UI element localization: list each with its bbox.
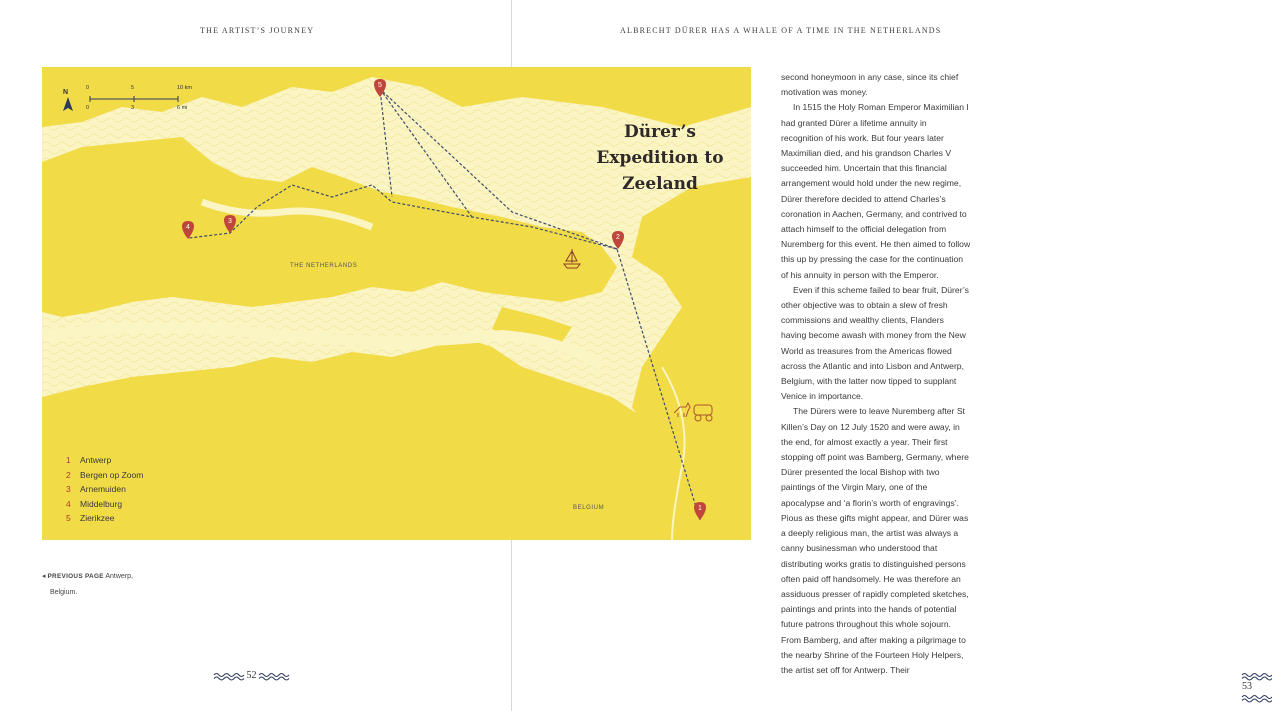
folio-left bbox=[214, 670, 289, 681]
legend-item: 2 Bergen op Zoom bbox=[66, 469, 144, 480]
scale-km-5: 5 bbox=[131, 85, 135, 91]
map-title-line-3: Zeeland bbox=[622, 174, 698, 194]
wave-ornament-icon bbox=[1242, 694, 1272, 702]
caption-lead: PREVIOUS PAGE bbox=[47, 573, 104, 580]
label-belgium: BELGIUM bbox=[573, 505, 605, 511]
scale-mi-0: 0 bbox=[86, 105, 90, 111]
legend-item: 4 Middelburg bbox=[66, 498, 123, 509]
legend-item: 3 Arnemuiden bbox=[66, 484, 126, 494]
wave-ornament-icon bbox=[214, 672, 244, 680]
wave-ornament-icon bbox=[259, 672, 289, 680]
svg-text:1: 1 bbox=[698, 505, 702, 512]
svg-text:5: 5 bbox=[378, 82, 382, 89]
map-title bbox=[590, 119, 730, 197]
wave-ornament-icon bbox=[1242, 672, 1272, 680]
body-paragraph: In 1515 the Holy Roman Emperor Maximilian I had granted Dürer a lifetime annuity in recognition of his work. But four years later Maximilian died, and his grandson Charles V succeeded him. Uncertain that this financial arrangement would hold under the new regime, Dürer therefore decided to attend Charles’s coronation in Aachen, Germany, and contrived to attach himself to the official delegation from Nuremberg for this event. He then aimed to follow this up by pressing the case for the continuation of his annuity in person with the Emperor. bbox=[781, 102, 971, 280]
north-label: N bbox=[63, 89, 69, 96]
caption-text-line1: Antwerp, bbox=[105, 573, 133, 580]
expedition-map bbox=[42, 67, 751, 540]
scale-mi-3: 3 bbox=[131, 105, 135, 111]
folio-right bbox=[1242, 670, 1272, 703]
page-number-right: 53 bbox=[1242, 681, 1252, 692]
svg-text:4: 4 bbox=[186, 224, 190, 231]
map-legend bbox=[66, 453, 143, 526]
body-text-column bbox=[781, 70, 971, 678]
page-number-left: 52 bbox=[246, 670, 257, 681]
svg-text:2: 2 bbox=[616, 234, 620, 241]
legend-item: 5 Zierikzee bbox=[66, 513, 115, 523]
map-title-line-1: Dürer’s bbox=[624, 122, 696, 142]
photo-caption bbox=[42, 569, 133, 601]
legend-item: 1 Antwerp bbox=[66, 455, 112, 465]
running-head-left: THE ARTIST’S JOURNEY bbox=[200, 26, 315, 35]
running-head-right: ALBRECHT DÜRER HAS A WHALE OF A TIME IN THE NETHERLANDS bbox=[620, 26, 942, 35]
scale-km-10: 10 km bbox=[177, 85, 192, 91]
body-paragraph: second honeymoon in any case, since its chief motivation was money. bbox=[781, 72, 959, 98]
body-paragraph: The Dürers were to leave Nuremberg after St Killen’s Day on 12 July 1520 and were away, in the end, for almost exactly a year. Their first stopping off point was Bamberg, Germany, where Dürer presented the local Bishop with two paintings of the Virgin Mary, one of the apocalypse and ‘a florin’s worth of engravings’. Pious as these gifts might appear, and Dürer was a deeply religious man, the artist was always a canny businessman who understood that distributing works gratis to distinguished persons often paid off handsomely. He was therefore an assiduous presser of rapidly completed sketches, paintings and prints into the hands of potential future patrons throughout this whole sojourn. From Bamberg, and after making a pilgrimage to the nearby Shrine of the Fourteen Holy Helpers, the artist set off for Antwerp. Their bbox=[781, 406, 969, 675]
svg-text:3: 3 bbox=[228, 218, 232, 225]
label-netherlands: THE NETHERLANDS bbox=[290, 263, 358, 269]
scale-km-0: 0 bbox=[86, 85, 90, 91]
caption-text-line2: Belgium. bbox=[50, 589, 78, 596]
map-title-line-2: Expedition to bbox=[596, 148, 724, 168]
caption-arrow-icon: ◂ bbox=[42, 573, 46, 580]
scale-mi-6: 6 mi bbox=[177, 105, 188, 111]
body-paragraph: Even if this scheme failed to bear fruit, Dürer’s other objective was to obtain a slew of fresh commissions and wealthy clients, Flanders having become awash with money from the New World as treasures from the Americas flowed across the Atlantic and into Lisbon and Antwerp, Belgium, with the latter now tipped to supplant Venice in importance. bbox=[781, 284, 969, 402]
